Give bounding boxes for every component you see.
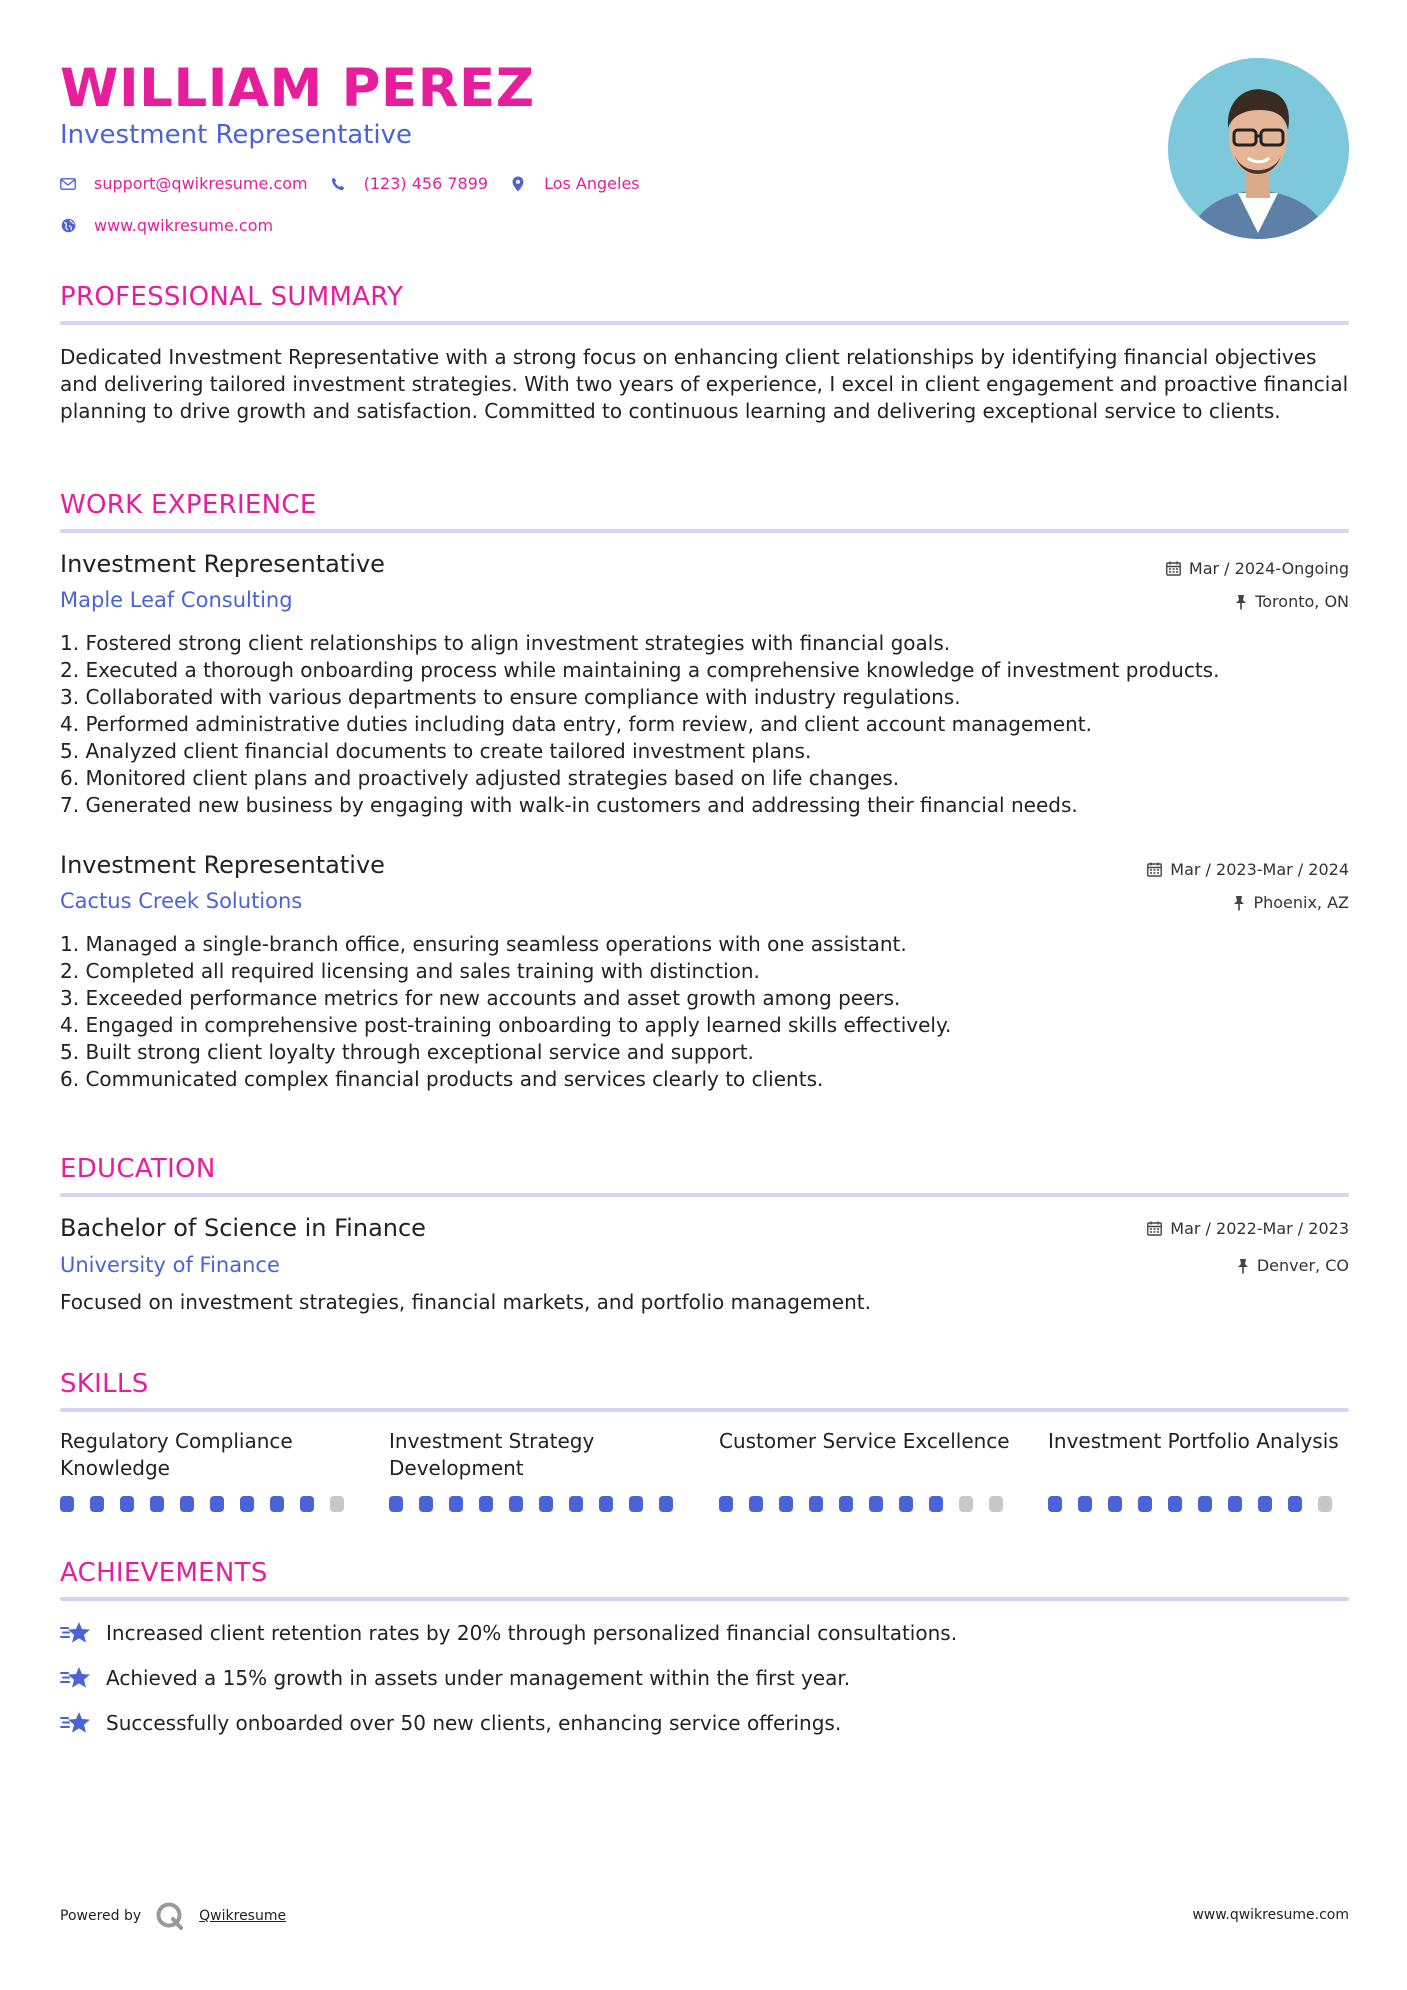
skill-name: Customer Service Excellence [719,1429,1010,1453]
skill-item [60,1428,360,1512]
skill-dot-filled [180,1496,194,1512]
section-divider [60,321,1349,325]
skill-dot-filled [1108,1496,1122,1512]
shooting-star-icon [60,1620,92,1646]
job-bullets [60,630,1350,819]
job-location-text: Toronto, ON [1255,592,1349,611]
list-item: 5. Analyzed client financial documents to create tailored investment plans. [60,739,812,763]
section-divider [60,1193,1349,1197]
job-dates-text: Mar / 2023-Mar / 2024 [1170,860,1349,879]
pushpin-icon [1235,594,1247,610]
skill-dot-filled [869,1496,883,1512]
section-divider [60,1408,1349,1412]
profile-photo [1168,58,1349,239]
pushpin-icon [1233,895,1245,911]
skill-dot-filled [1048,1496,1062,1512]
skill-rating [60,1496,360,1512]
list-item: 5. Built strong client loyalty through exceptional service and support. [60,1040,754,1064]
education-heading: EDUCATION [60,1154,216,1184]
list-item: 7. Generated new business by engaging with walk-in customers and addressing their financial needs. [60,793,1078,817]
skill-item [719,1428,1019,1512]
qwikresume-logo-icon [155,1901,185,1931]
skill-dot-empty [1318,1496,1332,1512]
skill-dot-filled [719,1496,733,1512]
footer-powered-by [60,1901,286,1931]
section-divider [60,529,1349,533]
school-name: University of Finance [60,1253,280,1277]
skill-dot-filled [509,1496,523,1512]
candidate-name: WILLIAM PEREZ [60,58,535,119]
skill-dot-filled [150,1496,164,1512]
skill-dot-filled [90,1496,104,1512]
summary-text: Dedicated Investment Representative with a strong focus on enhancing client relationships by identifying financial objectives and delivering tailored investment strategies. With two years of experience, I excel in client engagement and proactive financial planning to drive growth and satisfaction. Committed to continuous learning and delivering exceptional service to clients. [60,345,1349,423]
skill-dot-filled [779,1496,793,1512]
job-dates [1166,559,1349,578]
experience-heading: WORK EXPERIENCE [60,490,317,520]
skill-dot-filled [1168,1496,1182,1512]
skill-dot-filled [389,1496,403,1512]
job-location-text: Phoenix, AZ [1253,893,1349,912]
footer-website[interactable]: www.qwikresume.com [1192,1907,1349,1923]
location-text: Los Angeles [544,174,640,193]
skill-dot-filled [629,1496,643,1512]
skill-dot-filled [839,1496,853,1512]
list-item: 4. Performed administrative duties including data entry, form review, and client account management. [60,712,1092,736]
skill-dot-filled [1258,1496,1272,1512]
list-item: 2. Completed all required licensing and sales training with distinction. [60,959,760,983]
achievement-item [60,1620,957,1646]
job-company: Cactus Creek Solutions [60,889,303,913]
calendar-icon [1147,862,1162,877]
job-title: Investment Representative [60,550,385,578]
job-company: Maple Leaf Consulting [60,588,293,612]
skill-dot-filled [929,1496,943,1512]
section-divider [60,1597,1349,1601]
job-dates-text: Mar / 2024-Ongoing [1188,559,1349,578]
skill-dot-filled [899,1496,913,1512]
skill-rating [389,1496,689,1512]
skill-dot-filled [569,1496,583,1512]
shooting-star-icon [60,1665,92,1691]
skill-dot-filled [300,1496,314,1512]
skill-dot-filled [1198,1496,1212,1512]
calendar-icon [1147,1221,1162,1236]
pushpin-icon [1237,1258,1249,1274]
skill-dot-filled [749,1496,763,1512]
skill-dot-filled [479,1496,493,1512]
skill-rating [719,1496,1019,1512]
phone-text: (123) 456 7899 [363,174,489,193]
skill-rating [1048,1496,1348,1512]
qwikresume-link[interactable]: Qwikresume [199,1908,287,1924]
globe-icon [60,218,76,234]
skill-dot-filled [449,1496,463,1512]
candidate-role: Investment Representative [60,120,412,150]
job-bullets [60,931,1350,1093]
skill-name: Investment Strategy Development [389,1429,595,1480]
skill-dot-filled [1288,1496,1302,1512]
list-item: 3. Exceeded performance metrics for new accounts and asset growth among peers. [60,986,901,1010]
job-location [1235,592,1349,611]
skill-name: Regulatory Compliance Knowledge [60,1429,293,1480]
skill-dot-filled [1228,1496,1242,1512]
skill-dot-filled [210,1496,224,1512]
achievement-text: Achieved a 15% growth in assets under management within the first year. [106,1666,851,1690]
skill-dot-filled [599,1496,613,1512]
list-item: 6. Monitored client plans and proactively adjusted strategies based on life changes. [60,766,900,790]
skill-dot-filled [60,1496,74,1512]
achievement-item [60,1665,850,1691]
location-pin-icon [510,176,526,192]
skill-dot-filled [120,1496,134,1512]
skill-dot-filled [270,1496,284,1512]
skill-dot-filled [809,1496,823,1512]
skill-dot-empty [330,1496,344,1512]
skill-dot-filled [1078,1496,1092,1512]
list-item: 4. Engaged in comprehensive post-training onboarding to apply learned skills effectively. [60,1013,952,1037]
phone-icon [330,176,346,192]
skill-dot-filled [240,1496,254,1512]
achievement-text: Successfully onboarded over 50 new clients, enhancing service offerings. [106,1711,842,1735]
skill-name: Investment Portfolio Analysis [1048,1429,1339,1453]
skill-item [1048,1428,1348,1512]
list-item: 1. Fostered strong client relationships to align investment strategies with financial goals. [60,631,951,655]
list-item: 2. Executed a thorough onboarding process while maintaining a comprehensive knowledge of investment products. [60,658,1220,682]
job-title: Investment Representative [60,851,385,879]
email-link[interactable]: support@qwikresume.com [94,174,308,193]
website-link[interactable]: www.qwikresume.com [94,216,274,235]
education-location [1237,1256,1349,1275]
education-dates-text: Mar / 2022-Mar / 2023 [1170,1219,1349,1238]
mail-icon [60,176,76,192]
skill-dot-filled [419,1496,433,1512]
skill-dot-filled [1138,1496,1152,1512]
skill-dot-filled [659,1496,673,1512]
job-location [1233,893,1349,912]
achievement-item [60,1710,841,1736]
powered-by-text: Powered by [60,1908,142,1924]
skills-heading: SKILLS [60,1369,149,1399]
skill-dot-empty [959,1496,973,1512]
job-dates [1147,860,1349,879]
skill-item [389,1428,689,1512]
degree-title: Bachelor of Science in Finance [60,1214,426,1242]
education-description: Focused on investment strategies, financial markets, and portfolio management. [60,1290,871,1314]
list-item: 3. Collaborated with various departments to ensure compliance with industry regulations. [60,685,961,709]
education-dates [1147,1219,1349,1238]
contact-row [60,174,662,193]
list-item: 6. Communicated complex financial products and services clearly to clients. [60,1067,824,1091]
achievements-heading: ACHIEVEMENTS [60,1558,268,1588]
skill-dot-empty [989,1496,1003,1512]
summary-heading: PROFESSIONAL SUMMARY [60,282,404,312]
shooting-star-icon [60,1710,92,1736]
education-location-text: Denver, CO [1256,1256,1349,1275]
achievement-text: Increased client retention rates by 20% through personalized financial consultations. [106,1621,958,1645]
list-item: 1. Managed a single-branch office, ensuring seamless operations with one assistant. [60,932,907,956]
skill-dot-filled [539,1496,553,1512]
calendar-icon [1166,561,1181,576]
website-row [60,216,295,235]
